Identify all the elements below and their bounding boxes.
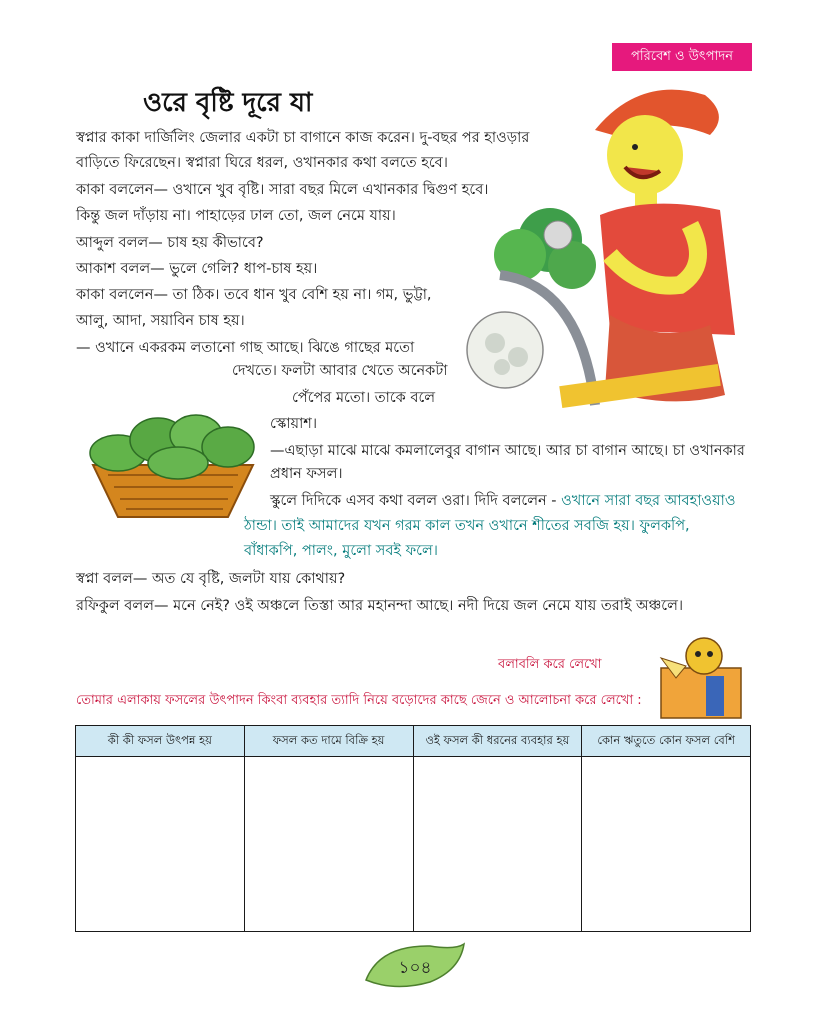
body-line: স্কোয়াশ। (270, 416, 318, 432)
body-line-highlight: ঠান্ডা। তাই আমাদের যখন গরম কাল তখন ওখানে শীতের সবজি হয়। ফুলকপি, (244, 518, 690, 534)
page-number: ১০৪ (398, 958, 432, 978)
body-line: স্বপ্নার কাকা দার্জিলিং জেলার একটা চা বাগানে কাজ করেন। দু-বছর পর হাওড়ার (76, 130, 530, 146)
activity-instruction: তোমার এলাকায় ফসলের উৎপাদন কিংবা ব্যবহার ত্যাদি নিয়ে বড়োদের কাছে জেনে ও আলোচনা করে লেখো : (76, 693, 642, 708)
body-line: স্বপ্না বলল— অত যে বৃষ্টি, জলটা যায় কোথায়? (76, 571, 346, 587)
page-title: ওরে বৃষ্টি দূরে যা (143, 88, 313, 118)
table-header-cell: ওই ফসল কী ধরনের ব্যবহার হয় (413, 726, 582, 757)
activity-table (75, 725, 751, 932)
body-line (270, 491, 736, 511)
body-line: দেখতে। ফলটা আবার খেতে অনেকটা (232, 363, 448, 379)
body-text-highlight: ওখানে সারা বছর আবহাওয়াও (561, 493, 736, 509)
body-line-highlight: বাঁধাকপি, পালং, মুলো সবই ফলে। (244, 543, 438, 559)
body-line: কিন্তু জল দাঁড়ায় না। পাহাড়ের ঢাল তো, জল নেমে যায়। (76, 208, 396, 224)
chapter-tag: পরিবেশ ও উৎপাদন (612, 43, 752, 71)
body-line: কাকা বললেন— ওখানে খুব বৃষ্টি। সারা বছর মিলে এখানকার দ্বিগুণ হবে। (76, 182, 489, 198)
body-line: কাকা বললেন— তা ঠিক। তবে ধান খুব বেশি হয় না। গম, ভুট্টা, (76, 287, 432, 303)
squash-basket-illustration (78, 395, 268, 520)
body-line: রফিকুল বলল— মনে নেই? ওই অঞ্চলে তিস্তা আর মহানন্দা আছে। নদী দিয়ে জল নেমে যায় তরাই অঞ্চলে। (76, 598, 684, 614)
table-cell-blank[interactable] (413, 757, 582, 932)
body-line: আব্দুল বলল— চাষ হয় কীভাবে? (76, 235, 264, 251)
body-text-plain: স্কুলে দিদিকে এসব কথা বলল ওরা। দিদি বললেন - (270, 493, 557, 509)
person-with-cauliflower-illustration (460, 75, 760, 425)
body-line: —এছাড়া মাঝে মাঝে কমলালেবুর বাগান আছে। আর চা বাগান আছে। চা ওখানকার (270, 443, 745, 459)
table-cell-blank[interactable] (582, 757, 751, 932)
body-line: পেঁপের মতো। তাকে বলে (292, 390, 436, 406)
table-cell-blank[interactable] (76, 757, 245, 932)
table-row (76, 757, 751, 932)
table-header-cell: কী কী ফসল উৎপন্ন হয় (76, 726, 245, 757)
body-line: আলু, আদা, সয়াবিন চাষ হয়। (76, 313, 245, 329)
table-header-cell: কোন ঋতুতে কোন ফসল বেশি (582, 726, 751, 757)
cartoon-cat-reading-illustration (656, 628, 756, 723)
activity-heading: বলাবলি করে লেখো (498, 657, 602, 672)
table-header-row (76, 726, 751, 757)
table-cell-blank[interactable] (244, 757, 413, 932)
table-header-cell: ফসল কত দামে বিক্রি হয় (244, 726, 413, 757)
body-line: বাড়িতে ফিরেছেন। স্বপ্নারা ঘিরে ধরল, ওখানকার কথা বলতে হবে। (76, 155, 448, 171)
body-line: প্রধান ফসল। (270, 466, 343, 482)
body-line: আকাশ বলল— ভুলে গেলি? ধাপ-চাষ হয়। (76, 261, 318, 277)
body-line: — ওখানে একরকম লতানো গাছ আছে। ঝিঙে গাছের মতো (76, 340, 415, 356)
